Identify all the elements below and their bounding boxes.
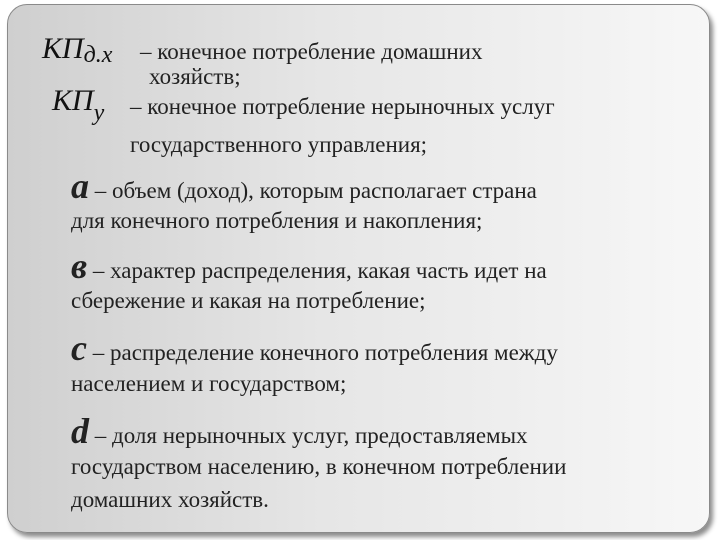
- def-d-line2: государством населению, в конечном потреблении: [71, 454, 567, 479]
- kp-u-symbol: $КП_у$: [52, 84, 105, 126]
- def-d-line1: d – доля нерыночных услуг, предоставляемых: [71, 411, 528, 451]
- def-v-line1: в – характер распределения, какая часть идет на: [71, 246, 547, 286]
- kp-u-line1: – конечное потребление нерыночных услуг: [130, 94, 555, 119]
- letter-d: d: [71, 411, 89, 451]
- def-d-line3: домашних хозяйств.: [71, 487, 269, 512]
- def-c-line1: с – распределение конечного потребления между: [71, 328, 558, 368]
- def-v-line2: сбережение и какая на потребление;: [71, 288, 426, 313]
- letter-c: с: [71, 328, 87, 368]
- kp-dx-line2: хозяйств;: [149, 64, 241, 89]
- kp-dx-line1: – конечное потребление домашних: [140, 39, 483, 64]
- def-a-line2: для конечного потребления и накопления;: [71, 208, 483, 233]
- letter-v: в: [71, 246, 88, 286]
- def-c-line2: населением и государством;: [71, 371, 347, 396]
- letter-a: а: [71, 166, 89, 206]
- def-a-line1: а – объем (доход), которым располагает страна: [71, 166, 537, 206]
- kp-u-line2: государственного управления;: [130, 132, 428, 157]
- kp-dx-symbol: $КП_{д.х}$: [42, 32, 113, 68]
- slide: [7, 4, 710, 533]
